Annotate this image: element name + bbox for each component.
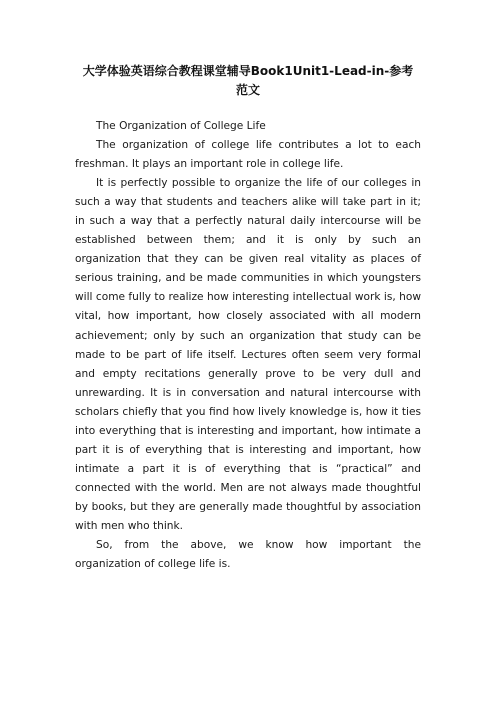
essay-title: The Organization of College Life xyxy=(96,120,266,132)
paragraph-1: The organization of college life contributes a lot to each freshman. It plays an important role in college life. xyxy=(75,139,421,171)
essay-body xyxy=(75,117,421,574)
title-line-1: 大学体验英语综合教程课堂辅导Book1Unit1-Lead-in-参考 xyxy=(82,64,414,78)
title-line-2: 范文 xyxy=(235,83,260,97)
document-title xyxy=(60,62,436,100)
paragraph-3: So, from the above, we know how important the organization of college life is. xyxy=(75,539,421,571)
paragraph-2: It is perfectly possible to organize the life of our colleges in such a way that students and teachers alike will take part in it; in such a way that a perfectly natural daily intercourse will be established between them; and it is only by such an organization that they can be given real vitality as places of serious training, and be made communities in which youngsters will come fully to realize how interesting intellectual work is, how vital, how important, how closely associated with all modern achievement; only by such an organization that study can be made to be part of life itself. Lectures often seem very formal and empty recitations generally prove to be very dull and unrewarding. It is in conversation and natural intercourse with scholars chiefly that you find how lively knowledge is, how it ties into everything that is interesting and important, how intimate a part it is of everything that is interesting and important, how intimate a part it is of everything that is “practical” and connected with the world. Men are not always made thoughtful by books, but they are generally made thoughtful by association with men who think. xyxy=(75,177,421,532)
